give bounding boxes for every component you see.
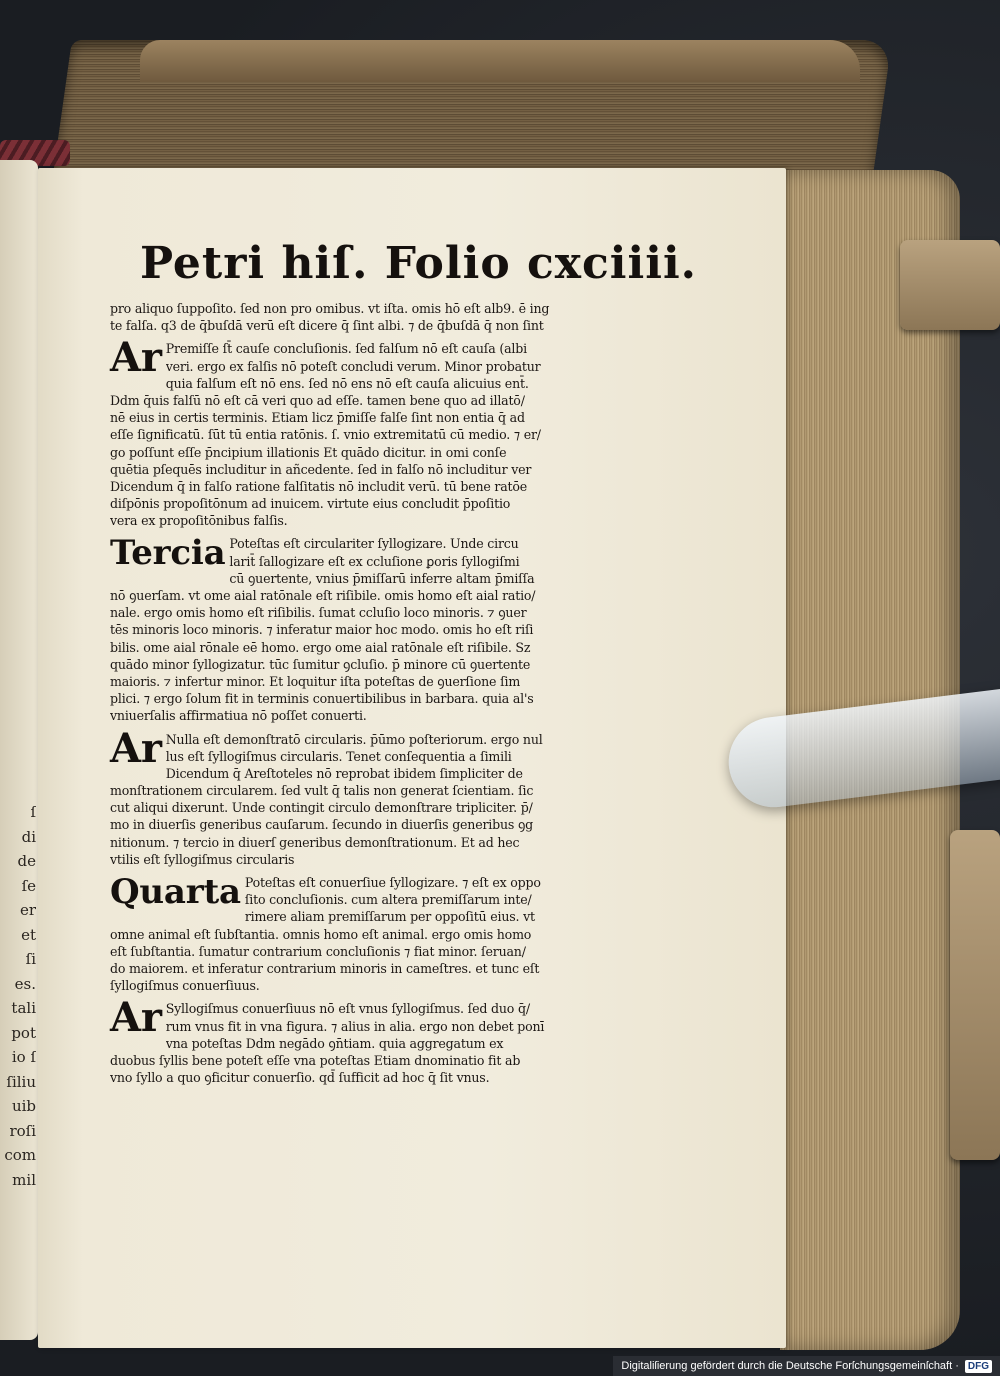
- text-block: [110, 724, 600, 869]
- book-weight-top: [900, 240, 1000, 330]
- left-page-fragment: er: [19, 901, 36, 919]
- text-line: mo in diuerſis generibus cauſarum. ſecundo in diuerſis generibus ꝯg: [110, 817, 534, 833]
- decorated-initial: Ar: [110, 334, 162, 382]
- left-page-text-fragments: [2, 800, 36, 1192]
- left-page-fragment: de: [17, 852, 36, 870]
- text-block: [110, 874, 600, 994]
- text-block: [110, 994, 600, 1086]
- text-line: diſpōnis propoſitōnum ad inuicem. virtute eius concludit p̄poſitio: [110, 496, 511, 512]
- left-page-fragment: com: [4, 1146, 36, 1164]
- text-line: maioris. ⁊ infertur minor. Et loquitur iſta poteſtas de ꝯuerſione ſim: [110, 673, 521, 689]
- left-page-fragment: et: [21, 925, 36, 944]
- text-line: Premiſſe ſt̄ cauſe concluſionis. ſed falſum nō eſt cauſa (albi: [165, 341, 527, 357]
- text-line: larit̄ ſallogizare eſt ex ccluſione ꝑoris ſyllogiſmi: [229, 553, 520, 569]
- text-line: do maiorem. et inferatur contrarium minoris in cameſtres. et tunc eſt: [110, 960, 540, 976]
- book-weight-bottom: [950, 830, 1000, 1160]
- text-line: rimere aliam premiſſarum per oppoſitū eius. vt: [244, 909, 535, 925]
- left-page-fragment: es.: [14, 974, 36, 993]
- text-line: te falſa. q3 de q̄buſdā verū eſt dicere q̄ ſint albi. ⁊ de q̄buſdā q̄ non ſint: [110, 318, 544, 334]
- dfg-logo: DFG: [965, 1360, 992, 1373]
- text-line: plici. ⁊ ergo ſolum fit in terminis conuertibilibus in barbara. quia al's: [110, 691, 534, 707]
- left-page-fragment: di: [21, 827, 36, 846]
- text-line: vera ex propoſitōnibus falſis.: [110, 513, 288, 529]
- decorated-initial: Quarta: [110, 872, 241, 912]
- footer-credit-text: Digitaliſierung gefördert durch die Deutsche Forſchungsgemeinſchaft ·: [621, 1360, 959, 1372]
- text-line: vno ſyllo a quo ꝯficitur conuerſio. qd̄ ſufficit ad hoc q̄ ſit vnus.: [110, 1070, 490, 1086]
- text-line: ſito concluſionis. cum altera premiſſarum inte/: [244, 892, 532, 908]
- text-block: [110, 334, 600, 529]
- left-page-fragment: tali: [11, 999, 36, 1017]
- text-line: vniuerſalis affirmatiua nō poſſet conuerti.: [110, 708, 367, 724]
- text-line: nale. ergo omis homo eſt riſibilis. ſumat ccluſio loco minoris. ⁊ ꝯuer: [110, 605, 527, 621]
- decorated-initial: Tercia: [110, 533, 226, 574]
- left-page-fragment: roſi: [9, 1121, 36, 1140]
- text-line: Poteſtas eſt conuerſiue ſyllogizare. ⁊ eſt ex oppo: [244, 875, 541, 890]
- text-line: rum vnus fit in vna figura. ⁊ alius in alia. ergo non debet ponī: [165, 1018, 545, 1034]
- text-line: vna poteſtas Ddm negādo ꝯn̄tiam. quia aggregatum ex: [165, 1035, 504, 1051]
- left-page-fragment: mil: [12, 1170, 36, 1189]
- decorated-initial: Ar: [110, 994, 162, 1042]
- text-line: cū ꝯuertente, vnius p̄miſſarū inferre altam p̄miſſa: [229, 570, 535, 586]
- left-page-fragment: ſe: [21, 876, 36, 895]
- left-page-fragment: ſi: [25, 950, 36, 968]
- left-page-fragment: ſ: [30, 803, 36, 821]
- text-line: Poteſtas eſt circulariter ſyllogizare. Unde circu: [229, 536, 519, 552]
- text-line: ſyllogiſmus conuerſiuus.: [110, 978, 260, 994]
- text-line: nē eius in certis terminis. Etiam licz p̄miſſe falſe ſint non entia q̄ ad: [110, 410, 525, 426]
- footer-credit-bar: [613, 1356, 1000, 1376]
- text-line: nitionum. ⁊ tercio in diuerſ generibus demonſtrationum. Et ad hec: [110, 834, 520, 850]
- text-line: nō ꝯuerſam. vt ome aial ratōnale eſt riſibile. omis homo eſt aial ratio/: [110, 588, 536, 603]
- left-page-fragment: io ſ: [11, 1048, 36, 1066]
- left-page-fragment: ſiliu: [6, 1072, 36, 1091]
- running-title: Petri hiſ. Folio cxciiii.: [140, 238, 697, 289]
- text-line: Dicendum q̄ Areſtoteles nō reprobat ibidem ſimpliciter de: [165, 765, 523, 781]
- text-line: bilis. ome aial rōnale eē homo. ergo ome aial ratōnale eſt riſibile. Sz: [110, 639, 531, 655]
- text-line: tēs minoris loco minoris. ⁊ inferatur maior hoc modo. omis ho eſt riſi: [110, 622, 534, 638]
- text-line: quādo minor ſyllogizatur. tūc ſumitur ꝯcluſio. p̄ minore cū ꝯuertente: [110, 656, 531, 672]
- text-line: eſſe ſignificatū. ſūt tū entia ratōnis. ſ. vnio extremitatū cū medio. ⁊ er/: [110, 427, 541, 443]
- text-line: quia falſum eſt nō ens. ſed nō ens nō eſt cauſa alicuius ent̄.: [165, 375, 529, 391]
- text-line: vtilis eſt ſyllogiſmus circularis: [110, 851, 295, 867]
- text-line: Syllogiſmus conuerſiuus nō eſt vnus ſyllogiſmus. ſed duo q̄/: [165, 1001, 530, 1017]
- text-line: Dicendum q̄ in falſo ratione falſitatis nō includit verū. tū bene ratōe: [110, 478, 528, 494]
- text-line: eſt ſubſtantia. ſumatur contrarium concluſionis ⁊ fiat minor. ſeruan/: [110, 943, 526, 959]
- text-line: quētia pſequēs includitur in añcedente. ſed in falſo nō includitur ver: [110, 461, 532, 477]
- text-line: cut aliqui dixerunt. Unde contingit circulo demonſtrare tripliciter. p̄/: [110, 800, 533, 816]
- text-line: go poſſunt eſſe p̄ncipium illationis Et quādo dicitur. in omi conſe: [110, 444, 507, 460]
- text-line: pro aliquo ſuppoſito. ſed non pro omibus. vt iſta. omis hō eſt alb9. ē ing: [110, 301, 550, 316]
- book-binding-top: [140, 40, 860, 82]
- decorated-initial: Ar: [110, 724, 162, 772]
- page-body: [110, 300, 600, 1088]
- left-page-fragment: uib: [11, 1097, 36, 1115]
- text-block: [110, 535, 600, 724]
- text-line: duobus ſyllis bene poteſt eſſe vna poteſtas Etiam dnominatio fit ab: [110, 1052, 521, 1068]
- text-line: omne animal eſt ſubſtantia. omnis homo eſt animal. ergo omis homo: [110, 926, 532, 942]
- text-block: [110, 300, 600, 334]
- text-line: veri. ergo ex falſis nō poteſt concludi verum. Minor probatur: [165, 358, 541, 374]
- text-line: monſtrationem circularem. ſed vult q̄ talis non generat ſcientiam. ſic: [110, 783, 534, 799]
- text-line: lus eſt ſyllogiſmus circularis. Tenet conſequentia a ſimili: [165, 748, 512, 764]
- text-line: Nulla eſt demonſtratō circularis. p̄ūmo poſteriorum. ergo nul: [165, 731, 543, 747]
- left-page-fragment: pot: [11, 1023, 36, 1042]
- text-line: Ddm q̄uis falſū nō eſt cā veri quo ad eſſe. tamen bene quo ad illatō/: [110, 392, 525, 408]
